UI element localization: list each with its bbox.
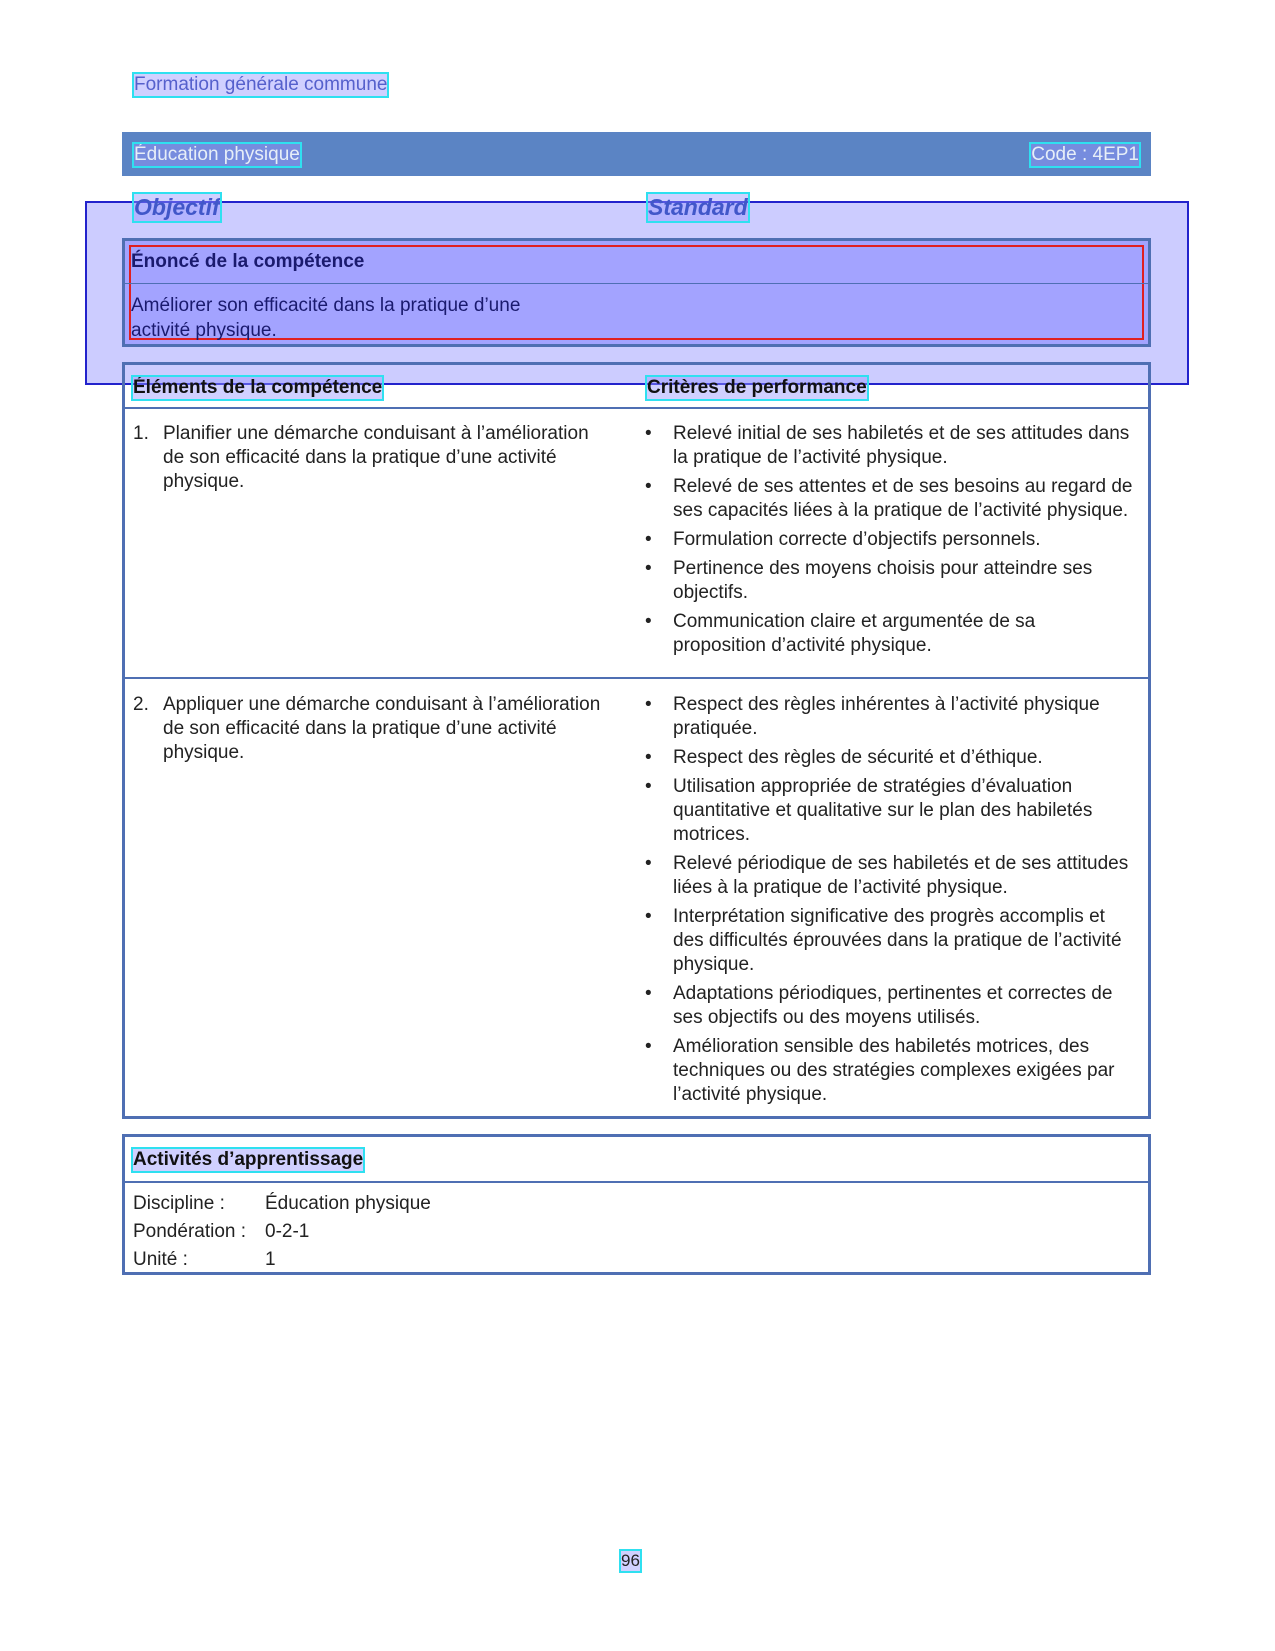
list-item: • Communication claire et argumentée de sa proposition d’activité physique. [645, 611, 1036, 656]
program-label: Formation générale commune [134, 74, 388, 95]
divider [125, 283, 1148, 284]
bullet-icon: • [645, 476, 652, 497]
element-number: 1. [133, 423, 149, 444]
list-item: • Formulation correcte d’objectifs personnels. [645, 529, 1041, 550]
element-text: Appliquer une démarche conduisant à l’amélioration de son efficacité dans la pratique d’une activité physique. [163, 694, 601, 763]
bullet-icon: • [645, 529, 652, 550]
ponderation-label: Pondération : [133, 1221, 247, 1242]
col-header-criteres: Critères de performance [647, 377, 867, 398]
bullet-icon: • [645, 747, 652, 768]
unite-row [133, 1249, 276, 1271]
course-banner [122, 132, 1151, 176]
enonce-text: Améliorer son efficacité dans la pratique d’une activité physique. [131, 295, 521, 341]
list-item: • Interprétation significative des progrès accomplis et des difficultés éprouvées dans la pratique de l’activité physique. [645, 906, 1122, 975]
activites-box [122, 1134, 1151, 1275]
list-item: • Pertinence des moyens choisis pour atteindre ses objectifs. [645, 558, 1093, 603]
unite-label: Unité : [133, 1249, 188, 1270]
discipline-label: Discipline : [133, 1193, 225, 1214]
list-item: • Amélioration sensible des habiletés motrices, des techniques ou des stratégies complexes exigées par l’activité physique. [645, 1036, 1115, 1105]
element-2 [133, 693, 603, 765]
element-text: Planifier une démarche conduisant à l’amélioration de son efficacité dans la pratique d’une activité physique. [163, 423, 589, 492]
discipline-value: Éducation physique [265, 1193, 431, 1214]
col-header-elements: Éléments de la compétence [133, 377, 383, 398]
element-1 [133, 422, 603, 494]
standard-title: Standard [648, 194, 748, 220]
bullet-icon: • [645, 906, 652, 927]
unite-value: 1 [265, 1249, 276, 1270]
competence-table [122, 362, 1151, 1119]
bullet-icon: • [645, 423, 652, 444]
list-item: • Respect des règles de sécurité et d’éthique. [645, 747, 1043, 768]
objectif-title: Objectif [134, 194, 220, 220]
list-item: • Adaptations périodiques, pertinentes et correctes de ses objectifs ou des moyens utilisés. [645, 983, 1113, 1028]
bullet-icon: • [645, 776, 652, 797]
discipline-row [133, 1193, 431, 1215]
bullet-icon: • [645, 983, 652, 1004]
divider [125, 407, 1148, 409]
list-item: • Respect des règles inhérentes à l’activité physique pratiquée. [645, 694, 1100, 739]
ponderation-row [133, 1221, 309, 1243]
activites-heading: Activités d’apprentissage [133, 1149, 364, 1170]
criteria-list-2 [643, 693, 1133, 1112]
bullet-icon: • [645, 1036, 652, 1057]
bullet-icon: • [645, 694, 652, 715]
enonce-box [122, 238, 1151, 347]
bullet-icon: • [645, 611, 652, 632]
bullet-icon: • [645, 558, 652, 579]
page-number: 96 [621, 1551, 640, 1570]
list-item: • Relevé périodique de ses habiletés et de ses attitudes liées à la pratique de l’activité physique. [645, 853, 1129, 898]
list-item: • Utilisation appropriée de stratégies d’évaluation quantitative et qualitative sur le plan des habiletés motrices. [645, 776, 1093, 845]
list-item: • Relevé de ses attentes et de ses besoins au regard de ses capacités liées à la pratique de l’activité physique. [645, 476, 1133, 521]
ponderation-value: 0-2-1 [265, 1221, 310, 1242]
bullet-icon: • [645, 853, 652, 874]
list-item: • Relevé initial de ses habiletés et de ses attitudes dans la pratique de l’activité physique. [645, 423, 1130, 468]
criteria-list-1 [643, 422, 1133, 663]
element-number: 2. [133, 694, 149, 715]
divider [125, 677, 1148, 679]
divider [125, 1181, 1148, 1183]
course-code: Code : 4EP1 [1031, 144, 1139, 165]
enonce-heading: Énoncé de la compétence [131, 251, 365, 272]
course-title: Éducation physique [134, 144, 300, 165]
